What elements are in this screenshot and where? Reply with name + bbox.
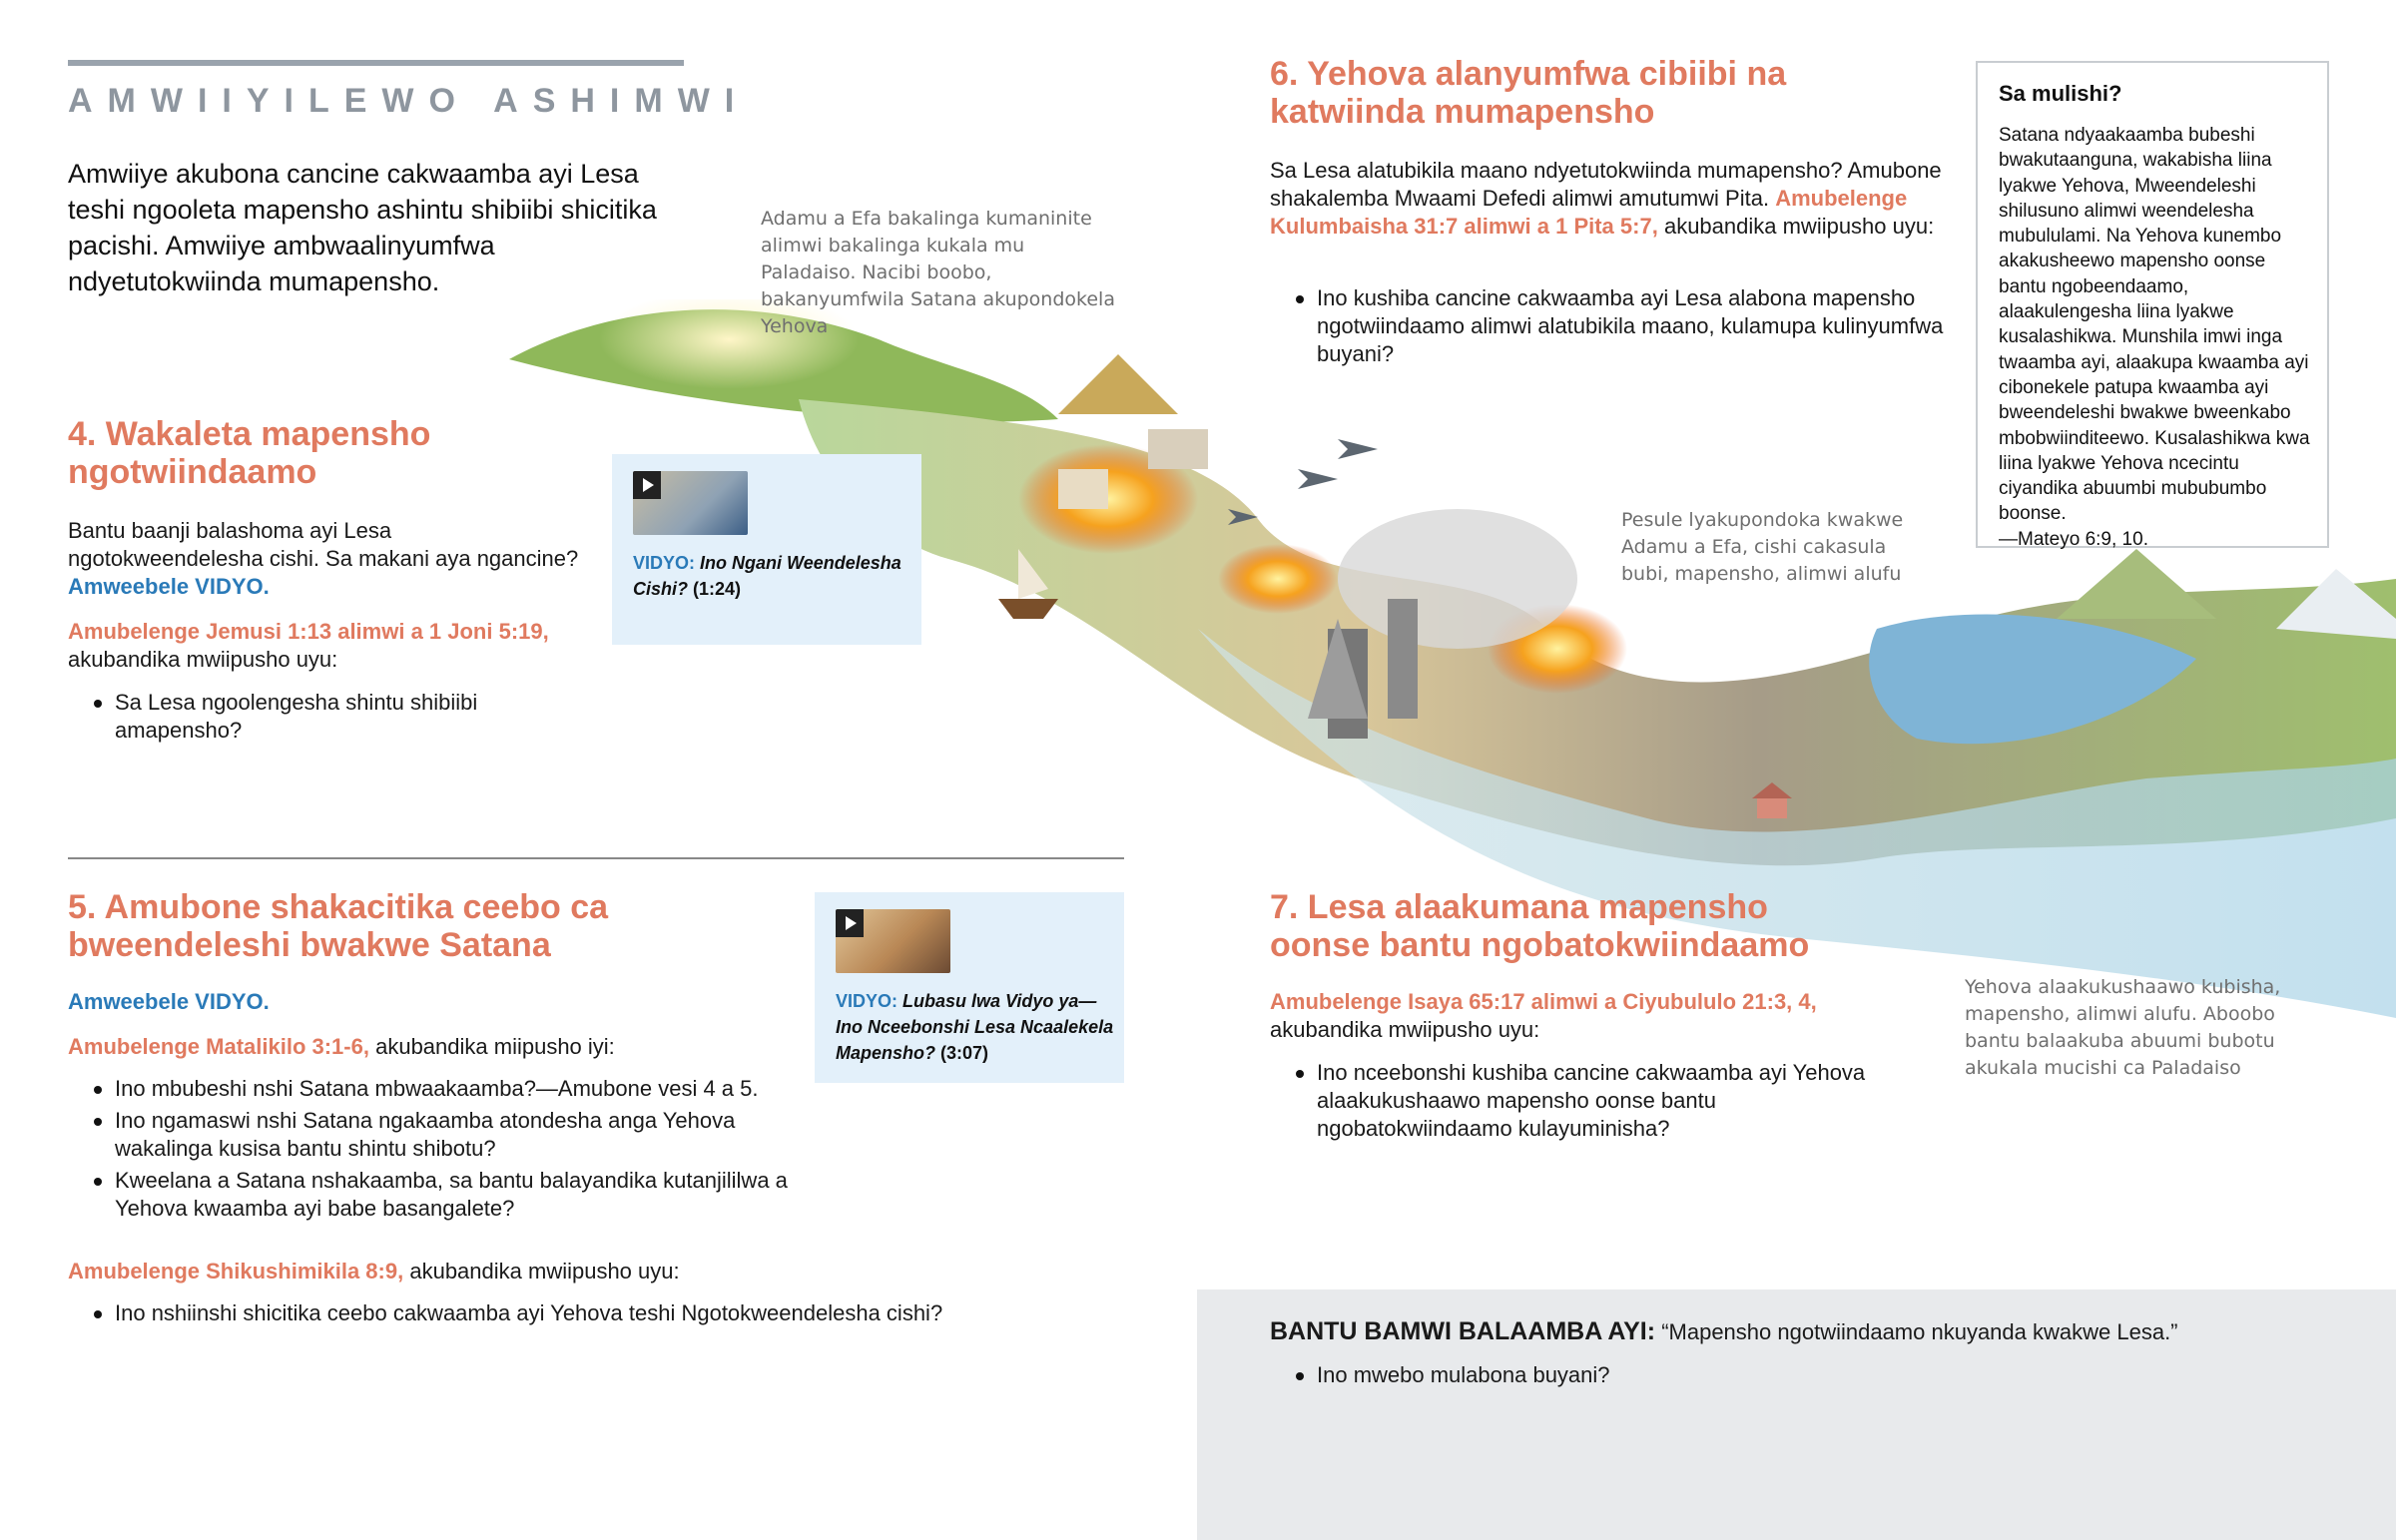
section-4-questions (68, 689, 587, 749)
section-7-ref-after: akubandika mwiipusho uyu: (1270, 1017, 1540, 1042)
video-1-thumbnail[interactable] (633, 471, 748, 535)
section-4-title: 4. Wakaleta mapensho ngotwiindaamo (68, 415, 431, 491)
section-5-question-1: Ino mbubeshi nshi Satana mbwaakaamba?—Amubone vesi 4 a 5. (68, 1075, 817, 1103)
section-4-watch-link[interactable]: Amweebele VIDYO. (68, 574, 270, 599)
section-7-question-1: Ino nceebonshi kushiba cancine cakwaamba ayi Yehova alaakukushaawo mapensho oonse bantu ngobatokwiindaamo kulayuminisha? (1270, 1059, 1909, 1143)
play-icon[interactable] (633, 471, 661, 499)
caption-eden: Adamu a Efa bakalinga kumaninite alimwi bakalinga kukala mu Paladaiso. Nacibi boobo, bakanyumfwila Satana akupondokela Yehova (761, 208, 1115, 337)
section-5-question-4: Ino nshiinshi shicitika ceebo cakwaamba ayi Yehova teshi Ngotokweendelesha cishi? (68, 1299, 1066, 1327)
some-say-quote: “Mapensho ngotwiindaamo nkuyanda kwakwe Lesa.” (1661, 1319, 2178, 1344)
sidebar-text: Satana ndyaakaamba bubeshi bwakutaanguna, wakabisha liina lyakwe Yehova, Mweendeleshi shilusuno alimwi weendelesha mubululami. Na Yehova kunembo akakusheewo mapensho oonse bantu ngobeendaamo, alaakulengesha liina lyakwe kusalashikwa. Munshila imwi inga twaamba ayi, alaakupa kwaamba ayi cibonekele patupa kwaamba ayi bweendeleshi bwakwe bweenkabo mbobwiinditeewo. Kusalashikwa kwa liina lyakwe Yehova ncecintu ciyandika abuumbi mububumbo boonse. —Mateyo 6:9, 10. (1999, 125, 2310, 550)
section-6-intro: Sa Lesa alatubikila maano ndyetutokwiinda mumapensho? Amubone shakalemba Mwaami Defedi alimwi amutumwi Pita. (1270, 158, 1942, 211)
section-4-reference (68, 618, 587, 674)
some-say-question-1: Ino mwebo mulabona buyani? (1270, 1361, 2168, 1389)
sidebar-title: Sa mulishi? (1999, 81, 2122, 106)
section-7-title: 7. Lesa alaakumana mapensho oonse bantu ngobatokwiindaamo (1270, 888, 1810, 964)
section-5-questions-1 (68, 1075, 817, 1227)
section-6-ref-after: akubandika mwiipusho uyu: (1663, 214, 1935, 239)
section-6-question-1: Ino kushiba cancine cakwaamba ayi Lesa alabona mapensho ngotwiindaamo alimwi alatubikila maano, kulamupa kulinyumfwa buyani? (1270, 284, 1959, 368)
some-say-line (1270, 1316, 2368, 1347)
section-kicker: AMWIIYILEWO ASHIMWI (68, 82, 750, 120)
section-5-question-3: Kweelana a Satana nshakaamba, sa bantu balayandika kutanjililwa a Yehova kwaamba ayi babe basangalete? (68, 1167, 817, 1223)
video-2-label (836, 988, 1115, 1066)
video-1-duration: (1:24) (693, 579, 742, 599)
section-7-scripture-link[interactable]: Amubelenge Isaya 65:17 alimwi a Ciyubululo 21:3, 4, (1270, 989, 1817, 1014)
video-box-2[interactable] (815, 892, 1124, 1083)
some-say-box (1197, 1289, 2396, 1540)
section-4-scripture-link[interactable]: Amubelenge Jemusi 1:13 alimwi a 1 Joni 5:19, (68, 619, 549, 644)
section-5-watch-link[interactable]: Amweebele VIDYO. (68, 989, 270, 1014)
section-5-reference-1 (68, 1033, 787, 1061)
section-6-scripture-link[interactable]: Amubelenge Kulumbaisha 31:7 alimwi a 1 Pita 5:7, (1270, 186, 1908, 239)
section-4-text (68, 517, 587, 601)
play-icon[interactable] (836, 909, 864, 937)
section-6-text (1270, 157, 1949, 241)
video-2-thumbnail[interactable] (836, 909, 950, 973)
header-rule (68, 60, 684, 66)
section-5-ref-2-after: akubandika mwiipusho uyu: (409, 1259, 680, 1283)
some-say-questions (1270, 1361, 2168, 1393)
section-4-ref-after: akubandika mwiipusho uyu: (68, 647, 338, 672)
caption-after-rebellion: Pesule lyakupondoka kwakwe Adamu a Efa, cishi cakasula bubi, mapensho, alimwi alufu (1621, 509, 1904, 585)
section-5-ref-1-after: akubandika miipusho iyi: (375, 1034, 615, 1059)
video-2-duration: (3:07) (940, 1043, 989, 1063)
section-5-scripture-link-1[interactable]: Amubelenge Matalikilo 3:1-6, (68, 1034, 369, 1059)
section-6-title: 6. Yehova alanyumfwa cibiibi na katwiinda mumapensho (1270, 55, 1787, 131)
intro-text: Amwiiye akubona cancine cakwaamba ayi Lesa teshi ngooleta mapensho ashintu shibiibi shicitika pacishi. Amwiiye ambwaalinyumfwa ndyetutokwiinda mumapensho. (68, 159, 657, 296)
section-5-questions-2 (68, 1299, 1066, 1331)
video-2-title: Lubasu lwa Vidyo ya—Ino Nceebonshi Lesa Ncaalekela Mapensho? (836, 991, 1114, 1063)
section-divider (68, 857, 1124, 859)
video-1-title: Ino Ngani Weendelesha Cishi? (633, 553, 901, 599)
section-5-reference-2 (68, 1258, 966, 1285)
video-1-label (633, 550, 912, 602)
section-7-reference (1270, 988, 1909, 1044)
video-1-tag: VIDYO: (633, 553, 696, 573)
did-you-know-box (1976, 61, 2329, 548)
video-2-tag: VIDYO: (836, 991, 898, 1011)
section-7-questions (1270, 1059, 1909, 1147)
caption-future: Yehova alaakukushaawo kubisha, mapensho, alimwi alufu. Aboobo bantu balaakuba abuumi bubotu akukala mucishi ca Paladaiso (1965, 976, 2281, 1079)
section-6-questions (1270, 284, 1959, 372)
section-4-question-1: Sa Lesa ngoolengesha shintu shibiibi amapensho? (68, 689, 587, 745)
section-5-title: 5. Amubone shakacitika ceebo ca bweendeleshi bwakwe Satana (68, 888, 609, 964)
section-4-intro: Bantu baanji balashoma ayi Lesa ngotokweendelesha cishi. Sa makani aya ngancine? (68, 518, 579, 571)
section-5-scripture-link-2[interactable]: Amubelenge Shikushimikila 8:9, (68, 1259, 404, 1283)
video-box-1[interactable] (612, 454, 921, 645)
section-5-question-2: Ino ngamaswi nshi Satana ngakaamba atondesha anga Yehova wakalinga kusisa bantu shintu shibotu? (68, 1107, 817, 1163)
some-say-lead: BANTU BAMWI BALAAMBA AYI: (1270, 1317, 1656, 1345)
